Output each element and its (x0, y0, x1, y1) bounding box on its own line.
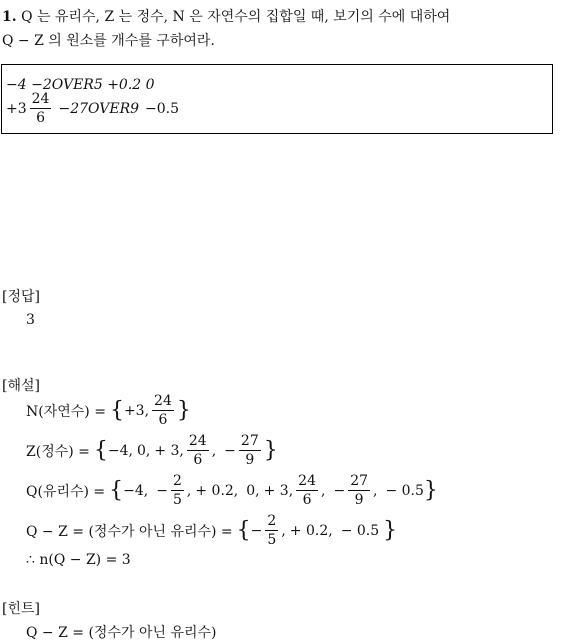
term: + 3, (263, 482, 294, 499)
term-fraction (187, 434, 209, 467)
answer-label: [정답] (2, 289, 40, 305)
fraction-denominator: 9 (354, 492, 364, 508)
explanation-line-n (26, 394, 191, 427)
term: −4, (123, 482, 149, 499)
term: − (333, 482, 346, 499)
term: , (186, 482, 192, 499)
choices-row-1 (6, 77, 155, 93)
open-brace: { (109, 478, 124, 503)
choice-item: +3 (6, 100, 27, 117)
question-line-1 (2, 6, 450, 26)
choice-item: +0.2 (107, 77, 142, 93)
fraction-numerator: 24 (31, 91, 50, 107)
choice-fraction (30, 92, 52, 125)
close-brace: } (383, 518, 398, 543)
term: , (373, 482, 378, 499)
close-brace: } (263, 438, 278, 463)
choice-item: −27OVER9 (58, 100, 140, 117)
fraction-denominator: 6 (158, 412, 168, 428)
fraction-numerator: 27 (350, 473, 369, 489)
question-text-1: Q 는 유리수, Z 는 정수, N 은 자연수의 집합일 때, 보기의 수에 대하여 (21, 9, 451, 25)
question-line-2: Q − Z 의 원소를 개수를 구하여라. (2, 33, 215, 49)
term: − (156, 482, 168, 499)
term-fraction (239, 434, 261, 467)
term: , (281, 522, 286, 539)
fraction-numerator: 24 (298, 473, 316, 489)
explanation-line-q (26, 474, 438, 507)
fraction-denominator: 5 (172, 492, 182, 508)
term: 0, (246, 482, 260, 499)
explanation-label: [해설] (2, 378, 40, 394)
choice-item: −0.5 (145, 100, 180, 117)
question-number: 1. (2, 9, 17, 25)
fraction-numerator: 24 (154, 393, 172, 409)
fraction-denominator: 6 (36, 110, 46, 126)
answer-value: 3 (26, 312, 35, 328)
term-fraction (296, 474, 318, 507)
term: − 0.5 (385, 482, 424, 499)
fraction-denominator: 5 (267, 532, 277, 548)
fraction-denominator: 6 (193, 452, 203, 468)
explanation-conclusion: ∴ n(Q − Z) = 3 (26, 552, 131, 568)
term: +3, (123, 402, 150, 419)
set-label: Q − Z = (정수가 아닌 유리수) = (26, 523, 233, 540)
term-fraction (348, 474, 370, 507)
open-brace: { (236, 518, 251, 543)
hint-label: [힌트] (2, 601, 40, 617)
term: 0, (136, 442, 151, 459)
fraction-numerator: 27 (240, 433, 259, 449)
term: , (211, 442, 217, 459)
set-label: N(자연수) = (26, 403, 106, 420)
choice-item: −2OVER5 (31, 77, 103, 93)
open-brace: { (109, 398, 124, 423)
term-fraction (265, 514, 278, 547)
term: + 3, (154, 442, 184, 459)
choice-item: 0 (145, 77, 155, 93)
close-brace: } (176, 398, 191, 423)
term: −4, (107, 442, 133, 459)
choices-row-2 (6, 92, 179, 125)
term: , (321, 482, 326, 499)
term: − (224, 442, 236, 459)
fraction-denominator: 6 (302, 492, 312, 508)
explanation-line-q-minus-z (26, 514, 397, 547)
fraction-numerator: 24 (188, 433, 207, 449)
fraction-numerator: 2 (172, 473, 182, 489)
choice-item: −4 (6, 77, 27, 93)
term-fraction (152, 394, 174, 427)
set-label: Z(정수) = (26, 443, 90, 460)
hint-text: Q − Z = (정수가 아닌 유리수) (26, 625, 217, 641)
close-brace: } (423, 478, 438, 503)
term: − (250, 522, 263, 539)
term: + 0.2, (289, 522, 333, 539)
term: + 0.2, (195, 482, 239, 499)
explanation-line-z (26, 434, 278, 467)
fraction-numerator: 2 (267, 513, 277, 529)
term-fraction (171, 474, 184, 507)
fraction-denominator: 9 (245, 452, 255, 468)
open-brace: { (93, 438, 108, 463)
set-label: Q(유리수) = (26, 483, 106, 500)
term: − 0.5 (340, 522, 380, 539)
